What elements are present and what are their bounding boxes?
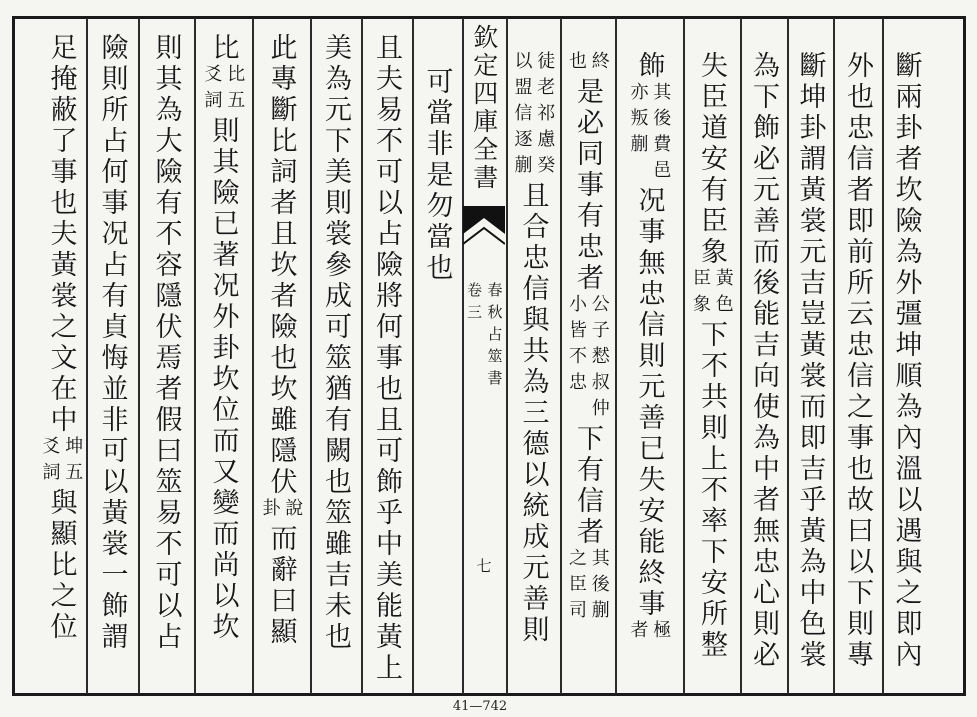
text-column (310, 19, 361, 691)
note-line-right: 徒老祁慮癸 (534, 51, 556, 181)
note-line-left: 小皆不忠 (566, 294, 587, 398)
main-text: 為下飾必元善而後能吉向使為中者無忠心則必 (748, 51, 780, 671)
note-line-left: 爻詞 (201, 64, 223, 116)
note-line-right: 極 (650, 620, 672, 646)
text-column (882, 19, 930, 691)
main-text: 外也忠信者即前所云忠信之事也故曰以下則專 (842, 51, 874, 671)
text-column (833, 19, 882, 691)
text-column (615, 19, 683, 691)
text-column (138, 19, 194, 691)
fishtail-ornament (463, 204, 505, 250)
note-line-left: 卦 (259, 498, 281, 524)
main-text: 飾 (633, 51, 665, 82)
interlinear-note (566, 294, 609, 424)
note-line-left: 之臣司 (566, 548, 587, 626)
note-line-left: 者 (627, 620, 649, 646)
collection-title-text: 欽定四庫全書 (469, 24, 499, 192)
main-text: 失臣道安有臣象 (696, 51, 728, 268)
main-text: 下有信者 (572, 424, 604, 548)
main-text: 險則所占何事况占有貞悔並非可以黃裳一飾謂 (96, 33, 128, 653)
main-text: 斷兩卦者坎險為外彊坤順為內溫以遇與之即內 (890, 51, 922, 671)
interlinear-note (628, 620, 671, 646)
interlinear-note (566, 548, 609, 626)
interlinear-note (566, 51, 609, 77)
note-line-left: 以盟信逐蒯 (511, 51, 533, 181)
note-line-left: 爻詞 (39, 436, 61, 488)
note-line-left: 也 (566, 51, 587, 77)
text-column (361, 19, 412, 691)
main-text: 美為元下美則裳參成可筮猶有闕也筮雖吉未也 (320, 33, 352, 653)
text-column (86, 19, 138, 691)
text-column (194, 19, 252, 691)
main-text: 而辭曰顯 (265, 524, 297, 648)
interlinear-note (512, 51, 555, 181)
main-text: 則其為大險有不容隱伏焉者假曰筮易不可以占 (150, 33, 182, 653)
note-line-right: 說 (282, 498, 304, 524)
note-line-right: 坤五 (62, 436, 84, 488)
main-text: 且合忠信與共為三德以統成元善則 (517, 181, 549, 646)
main-text: 足掩蔽了事也夫黃裳之文在中 (45, 33, 77, 436)
note-line-right: 比五 (224, 64, 246, 116)
main-text: 比 (207, 33, 239, 64)
interlinear-note (628, 82, 671, 186)
note-line-right: 黃色 (712, 268, 734, 320)
text-column (740, 19, 787, 691)
text-column (683, 19, 740, 691)
text-column (36, 19, 86, 691)
book-title: 春秋占筮書 (485, 282, 504, 392)
book-title-block (462, 282, 506, 392)
note-line-left: 亦叛蒯 (627, 82, 649, 160)
page-number: 41—742 (452, 699, 508, 714)
interlinear-note (690, 268, 733, 320)
main-text: 况事無忠信則元善已失安能終事 (633, 186, 665, 620)
note-line-right: 終 (588, 51, 610, 77)
volume-label: 卷三 (465, 282, 483, 326)
main-text: 且夫易不可以占險將何事也且可飾乎中美能黃上 (371, 33, 403, 684)
note-line-right: 其後蒯 (588, 548, 610, 626)
leaf-number: 七 (476, 557, 492, 575)
main-text: 是必同事有忠者 (572, 77, 604, 294)
note-line-right: 其後費邑 (650, 82, 672, 186)
main-text: 下不共則上不率下安所整 (696, 320, 728, 661)
text-column (787, 19, 833, 691)
collection-title (462, 24, 506, 192)
main-text: 與顯比之位 (45, 488, 77, 643)
main-text: 此專斷比詞者且坎者險也坎雖隱伏 (265, 33, 297, 498)
interlinear-note (260, 498, 303, 524)
note-line-right: 公子慭叔仲 (588, 294, 610, 424)
main-text: 斷坤卦謂黃裳元吉豈黃裳而即吉乎黃為中色裳 (794, 51, 826, 671)
text-column (412, 19, 462, 691)
interlinear-note (202, 64, 245, 116)
text-column (560, 19, 615, 691)
interlinear-note (40, 436, 83, 488)
main-text: 則其險已著况外卦坎位而又變而尚以坎 (207, 116, 239, 643)
note-line-left: 臣象 (690, 268, 711, 320)
text-column (252, 19, 310, 691)
text-column (506, 19, 560, 691)
main-text: 可當非是勿當也 (421, 67, 453, 284)
